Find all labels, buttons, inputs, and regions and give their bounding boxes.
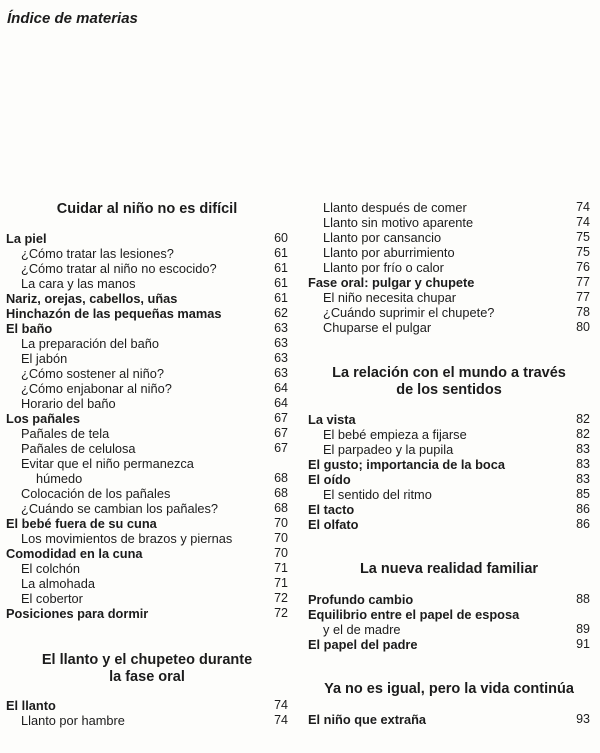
toc-entry-page: 83 xyxy=(576,442,590,456)
toc-entry-list xyxy=(308,412,590,532)
page-title: Índice de materias xyxy=(7,10,138,27)
toc-entry-page: 60 xyxy=(274,231,288,245)
toc-entry-text: El oído xyxy=(308,472,351,487)
section-title-line: La nueva realidad familiar xyxy=(359,561,539,577)
toc-entry-page: 67 xyxy=(274,426,288,440)
toc-entry xyxy=(6,591,288,606)
toc-entry-text: La piel xyxy=(6,231,47,246)
toc-entry xyxy=(308,290,590,305)
toc-entry xyxy=(308,200,590,215)
toc-entry-text: y el de madre xyxy=(323,622,401,637)
section-title xyxy=(308,681,590,698)
toc-entry xyxy=(308,427,590,442)
toc-entry-page: 93 xyxy=(576,712,590,726)
toc-entry xyxy=(6,291,288,306)
toc-entry-text: El sentido del ritmo xyxy=(323,487,432,502)
toc-entry-page: 85 xyxy=(576,487,590,501)
toc-entry-list xyxy=(6,231,288,621)
toc-entry xyxy=(6,698,288,713)
toc-entry xyxy=(6,501,288,516)
toc-entry xyxy=(308,712,590,727)
toc-entry-page: 63 xyxy=(274,366,288,380)
toc-entry-page: 67 xyxy=(274,411,288,425)
toc-entry-text: Comodidad en la cuna xyxy=(6,546,143,561)
toc-entry-text: Nariz, orejas, cabellos, uñas xyxy=(6,291,178,306)
section-title xyxy=(6,652,288,686)
toc-entry-page: 68 xyxy=(274,486,288,500)
toc-entry-text: La vista xyxy=(308,412,356,427)
section-title-line: Ya no es igual, pero la vida continúa xyxy=(324,681,574,697)
toc-entry-text: Posiciones para dormir xyxy=(6,606,149,621)
toc-entry-page: 75 xyxy=(576,245,590,259)
toc-entry xyxy=(6,713,288,728)
section-title xyxy=(6,201,288,218)
toc-entry-text: El niño necesita chupar xyxy=(323,290,457,305)
toc-entry-page: 77 xyxy=(576,275,590,289)
toc-entry-page: 86 xyxy=(576,502,590,516)
toc-entry-page: 70 xyxy=(274,531,288,545)
toc-entry xyxy=(308,320,590,335)
toc-entry-text: La cara y las manos xyxy=(21,276,136,291)
toc-entry xyxy=(6,351,288,366)
toc-entry-page: 70 xyxy=(274,546,288,560)
toc-entry xyxy=(308,607,590,622)
toc-entry-page: 75 xyxy=(576,230,590,244)
toc-entry-text: El jabón xyxy=(21,351,68,366)
toc-entry xyxy=(308,472,590,487)
toc-entry xyxy=(308,457,590,472)
toc-entry xyxy=(6,441,288,456)
toc-entry-page: 63 xyxy=(274,336,288,350)
toc-entry-text: El parpadeo y la pupila xyxy=(323,442,454,457)
toc-entry xyxy=(6,336,288,351)
toc-entry-page: 74 xyxy=(274,713,288,727)
toc-entry-page: 82 xyxy=(576,412,590,426)
toc-entry-list xyxy=(6,698,288,728)
toc-entry xyxy=(308,275,590,290)
toc-entry-text: ¿Cuándo suprimir el chupete? xyxy=(323,305,495,320)
toc-entry xyxy=(6,531,288,546)
toc-entry-page: 62 xyxy=(274,306,288,320)
toc-entry xyxy=(6,546,288,561)
toc-entry-text: Pañales de tela xyxy=(21,426,110,441)
toc-entry-text: El tacto xyxy=(308,502,355,517)
toc-entry xyxy=(308,487,590,502)
toc-entry xyxy=(6,606,288,621)
toc-entry-page: 63 xyxy=(274,321,288,335)
toc-entry-text: ¿Cómo enjabonar al niño? xyxy=(21,381,172,396)
toc-entry xyxy=(6,246,288,261)
toc-entry xyxy=(6,426,288,441)
toc-entry-text: ¿Cuándo se cambian los pañales? xyxy=(21,501,219,516)
toc-entry-page: 74 xyxy=(274,698,288,712)
toc-entry-page: 68 xyxy=(274,471,288,485)
toc-entry-list xyxy=(308,592,590,652)
toc-entry-text: Llanto sin motivo aparente xyxy=(323,215,474,230)
toc-entry-text: El niño que extraña xyxy=(308,712,427,727)
toc-entry-text: Llanto por cansancio xyxy=(323,230,442,245)
toc-entry-page: 67 xyxy=(274,441,288,455)
toc-entry-page: 61 xyxy=(274,291,288,305)
toc-entry xyxy=(308,622,590,637)
toc-entry-text: El baño xyxy=(6,321,53,336)
toc-entry-text: ¿Cómo tratar las lesiones? xyxy=(21,246,174,261)
section-title-line: La relación con el mundo a través xyxy=(332,365,566,381)
toc-entry-text: Hinchazón de las pequeñas mamas xyxy=(6,306,222,321)
toc-entry-text: Colocación de los pañales xyxy=(21,486,171,501)
toc-entry-text: La almohada xyxy=(21,576,95,591)
toc-entry-page: 61 xyxy=(274,261,288,275)
toc-entry-text: ¿Cómo tratar al niño no escocido? xyxy=(21,261,217,276)
section-title xyxy=(308,561,590,578)
toc-entry xyxy=(6,321,288,336)
toc-entry-text: Llanto por hambre xyxy=(21,713,125,728)
toc-entry-page: 70 xyxy=(274,516,288,530)
section-title-line: Cuidar al niño no es difícil xyxy=(56,201,238,217)
toc-entry-page: 68 xyxy=(274,501,288,515)
toc-entry xyxy=(6,306,288,321)
toc-entry-page: 77 xyxy=(576,290,590,304)
section-title xyxy=(308,365,590,399)
toc-entry xyxy=(6,561,288,576)
toc-entry-page: 82 xyxy=(576,427,590,441)
toc-entry-page: 83 xyxy=(576,472,590,486)
toc-entry-page: 91 xyxy=(576,637,590,651)
toc-entry-page: 61 xyxy=(274,246,288,260)
toc-entry-page: 61 xyxy=(274,276,288,290)
toc-entry xyxy=(308,442,590,457)
toc-entry xyxy=(308,502,590,517)
toc-entry-text: Llanto por frío o calor xyxy=(323,260,444,275)
toc-entry xyxy=(308,412,590,427)
toc-entry-text: El llanto xyxy=(6,698,56,713)
toc-entry-page: 63 xyxy=(274,351,288,365)
toc-entry-list xyxy=(308,712,590,727)
toc-entry xyxy=(6,471,288,486)
toc-entry-page: 71 xyxy=(274,561,288,575)
section-title-line: El llanto y el chupeteo durante xyxy=(41,652,253,668)
toc-entry-text: El gusto; importancia de la boca xyxy=(308,457,505,472)
toc-entry-page: 74 xyxy=(576,215,590,229)
toc-entry-text: El colchón xyxy=(21,561,81,576)
toc-entry-page: 64 xyxy=(274,381,288,395)
toc-entry xyxy=(6,231,288,246)
toc-entry-text: Los pañales xyxy=(6,411,80,426)
toc-entry-text: Profundo cambio xyxy=(308,592,414,607)
toc-entry xyxy=(308,245,590,260)
toc-entry xyxy=(308,260,590,275)
toc-entry xyxy=(308,517,590,532)
toc-entry-text: Fase oral: pulgar y chupete xyxy=(308,275,475,290)
toc-entry-page: 72 xyxy=(274,606,288,620)
toc-entry-text: Evitar que el niño permanezca xyxy=(21,456,194,471)
toc-entry-text: El bebé empieza a fijarse xyxy=(323,427,467,442)
toc-entry-text: La preparación del baño xyxy=(21,336,160,351)
toc-entry-page: 72 xyxy=(274,591,288,605)
toc-entry xyxy=(308,230,590,245)
toc-entry-text: El cobertor xyxy=(21,591,83,606)
section-title-line: de los sentidos xyxy=(396,382,502,398)
toc-entry-page: 83 xyxy=(576,457,590,471)
toc-entry xyxy=(6,486,288,501)
toc-entry-list xyxy=(308,200,590,335)
toc-entry xyxy=(308,592,590,607)
toc-entry xyxy=(6,456,288,471)
toc-entry-text: Los movimientos de brazos y piernas xyxy=(21,531,233,546)
toc-entry xyxy=(308,215,590,230)
toc-entry-text: El papel del padre xyxy=(308,637,418,652)
toc-entry xyxy=(6,576,288,591)
toc-entry xyxy=(6,516,288,531)
toc-entry-text: Horario del baño xyxy=(21,396,116,411)
toc-entry xyxy=(308,637,590,652)
toc-entry-text: húmedo xyxy=(36,471,83,486)
toc-entry-page: 88 xyxy=(576,592,590,606)
toc-entry xyxy=(308,305,590,320)
toc-entry-text: Chuparse el pulgar xyxy=(323,320,432,335)
toc-entry xyxy=(6,381,288,396)
toc-entry-page: 86 xyxy=(576,517,590,531)
toc-entry-text: Pañales de celulosa xyxy=(21,441,136,456)
toc-entry-page: 78 xyxy=(576,305,590,319)
toc-entry-text: ¿Cómo sostener al niño? xyxy=(21,366,164,381)
toc-entry xyxy=(6,261,288,276)
toc-entry xyxy=(6,396,288,411)
toc-entry-page: 71 xyxy=(274,576,288,590)
toc-entry-page: 74 xyxy=(576,200,590,214)
toc-entry-text: Llanto después de comer xyxy=(323,200,467,215)
toc-entry xyxy=(6,276,288,291)
section-title-line: la fase oral xyxy=(109,669,185,685)
toc-entry-page: 80 xyxy=(576,320,590,334)
toc-entry-page: 76 xyxy=(576,260,590,274)
toc-entry-text: El olfato xyxy=(308,517,359,532)
toc-entry xyxy=(6,411,288,426)
toc-entry-text: Equilibrio entre el papel de esposa xyxy=(308,607,520,622)
toc-entry-text: Llanto por aburrimiento xyxy=(323,245,455,260)
toc-entry-page: 89 xyxy=(576,622,590,636)
toc-entry-text: El bebé fuera de su cuna xyxy=(6,516,157,531)
toc-entry xyxy=(6,366,288,381)
toc-entry-page: 64 xyxy=(274,396,288,410)
